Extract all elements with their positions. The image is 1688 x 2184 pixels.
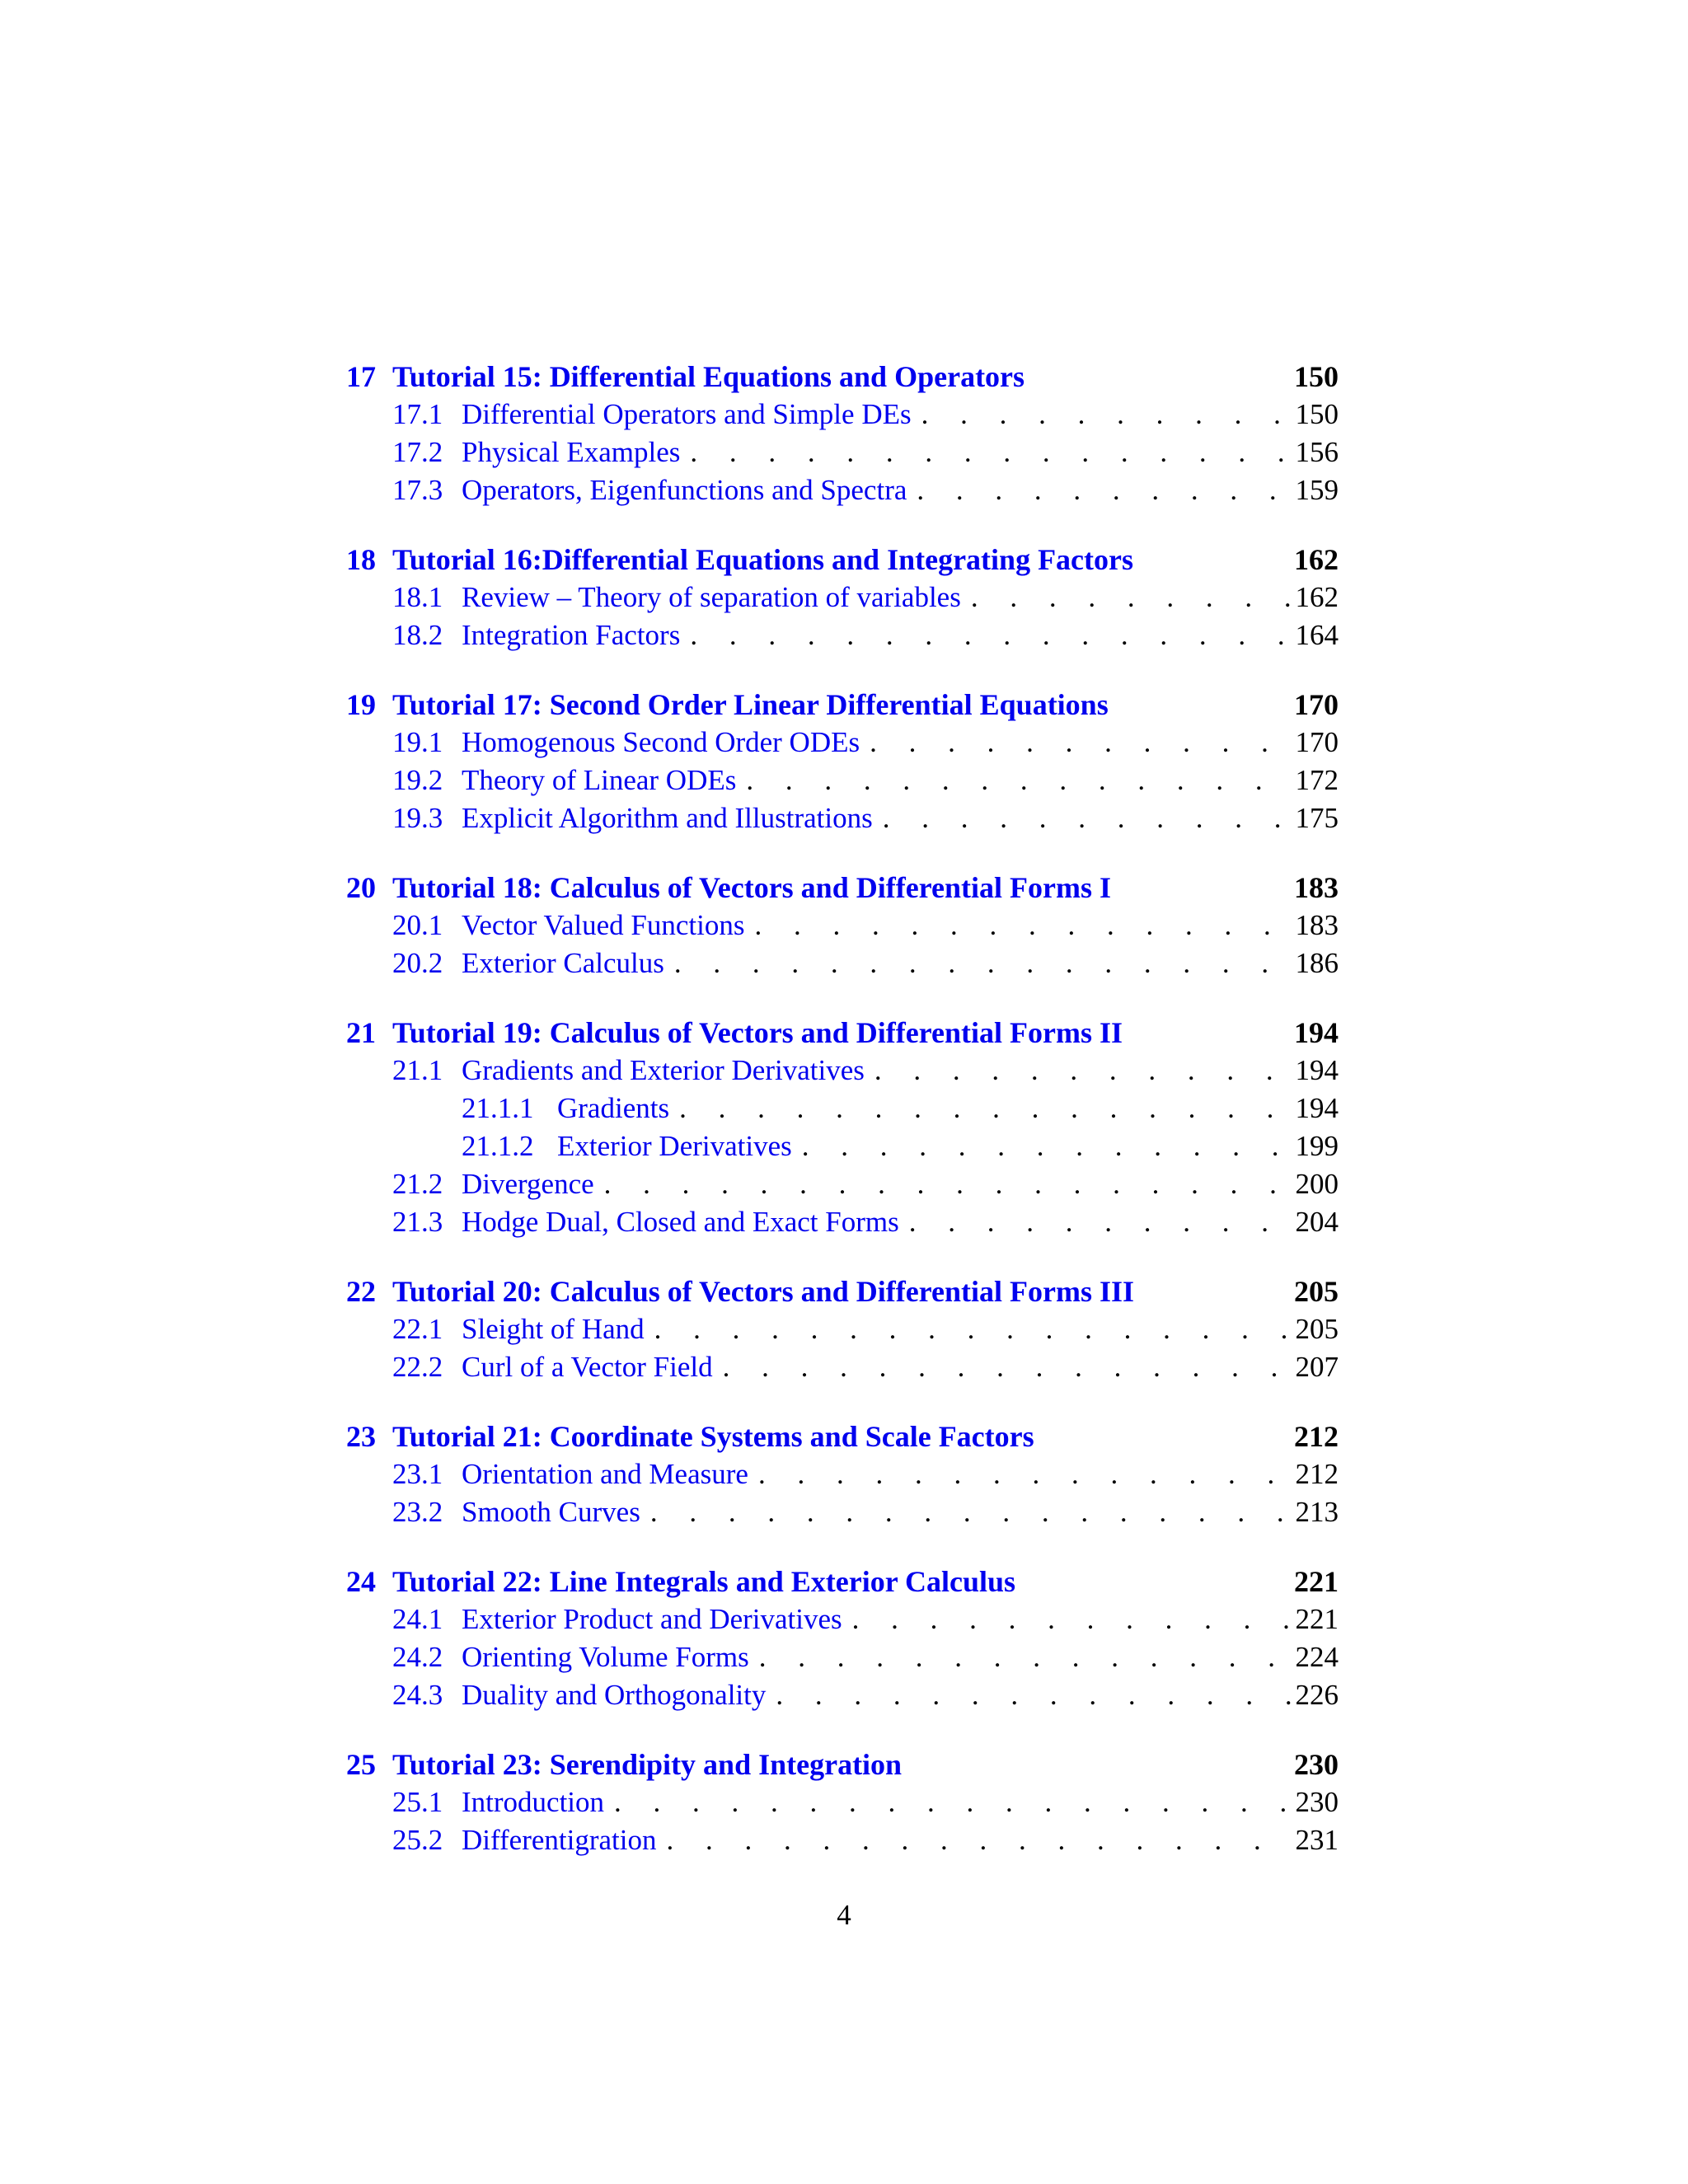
chapter-number[interactable]: 18 — [346, 543, 376, 576]
section-number[interactable]: 19.3 — [392, 802, 443, 834]
section-number[interactable]: 25.1 — [392, 1786, 443, 1818]
section-title-link[interactable]: Smooth Curves — [462, 1493, 650, 1531]
dot-leader — [690, 616, 1292, 654]
section-page-number: 224 — [1295, 1641, 1339, 1673]
dot-leader — [679, 1090, 1292, 1127]
section-entry[interactable] — [346, 1203, 1339, 1241]
section-page-number: 212 — [1295, 1458, 1339, 1490]
chapter-title-link[interactable]: Tutorial 19: Calculus of Vectors and Differential Forms II — [392, 1014, 1132, 1052]
dot-leader — [754, 907, 1292, 944]
chapter-entry[interactable] — [346, 1746, 1339, 1783]
section-page-number: 162 — [1295, 581, 1339, 613]
section-page-number: 205 — [1295, 1313, 1339, 1345]
section-page-number: 175 — [1295, 802, 1339, 834]
section-number[interactable]: 23.1 — [392, 1458, 443, 1490]
chapter-block — [346, 686, 1339, 837]
dot-leader — [917, 471, 1292, 509]
section-title-link[interactable]: Physical Examples — [462, 434, 690, 471]
chapter-page-number: 221 — [1294, 1565, 1339, 1598]
chapter-number[interactable]: 25 — [346, 1748, 376, 1781]
page-number: 4 — [837, 1899, 851, 1931]
chapter-block — [346, 869, 1339, 982]
section-entry[interactable] — [346, 616, 1339, 654]
dot-leader — [883, 799, 1292, 837]
section-title-link[interactable]: Homogenous Second Order ODEs — [462, 724, 870, 762]
section-entry[interactable] — [346, 1638, 1339, 1676]
section-number[interactable]: 17.1 — [392, 398, 443, 430]
chapter-title-link[interactable]: Tutorial 23: Serendipity and Integration — [392, 1746, 912, 1783]
chapter-number[interactable]: 17 — [346, 360, 376, 393]
section-number[interactable]: 21.1 — [392, 1054, 443, 1086]
subsection-entry[interactable] — [346, 1090, 1339, 1127]
section-page-number: 170 — [1295, 726, 1339, 758]
section-number[interactable]: 19.1 — [392, 726, 443, 758]
subsection-entry[interactable] — [346, 1127, 1339, 1165]
section-title-link[interactable]: Integration Factors — [462, 616, 690, 654]
chapter-block — [346, 1014, 1339, 1241]
section-number[interactable]: 21.3 — [392, 1206, 443, 1238]
section-entry[interactable] — [346, 1601, 1339, 1638]
section-page-number: 156 — [1295, 436, 1339, 468]
chapter-page-number: 170 — [1294, 688, 1339, 721]
section-entry[interactable] — [346, 434, 1339, 471]
chapter-page-number: 150 — [1294, 360, 1339, 393]
dot-leader — [746, 762, 1292, 799]
section-entry[interactable] — [346, 1821, 1339, 1859]
section-entry[interactable] — [346, 762, 1339, 799]
section-page-number: 194 — [1295, 1054, 1339, 1086]
section-title-link[interactable]: Hodge Dual, Closed and Exact Forms — [462, 1203, 909, 1241]
section-entry[interactable] — [346, 799, 1339, 837]
chapter-title-link[interactable]: Tutorial 16:Differential Equations and Integrating Factors — [392, 541, 1143, 579]
section-number[interactable]: 22.1 — [392, 1313, 443, 1345]
section-title-link[interactable]: Duality and Orthogonality — [462, 1676, 776, 1714]
section-entry[interactable] — [346, 1783, 1339, 1821]
chapter-block — [346, 1746, 1339, 1859]
section-number[interactable]: 19.2 — [392, 764, 443, 796]
section-page-number: 230 — [1295, 1786, 1339, 1818]
section-title-link[interactable]: Differentigration — [462, 1821, 667, 1859]
dot-leader — [852, 1601, 1292, 1638]
section-number[interactable]: 24.1 — [392, 1603, 443, 1635]
dot-leader — [909, 1203, 1292, 1241]
chapter-page-number: 205 — [1294, 1275, 1339, 1308]
section-entry[interactable] — [346, 1052, 1339, 1090]
section-title-link[interactable]: Operators, Eigenfunctions and Spectra — [462, 471, 917, 509]
section-entry[interactable] — [346, 579, 1339, 616]
chapter-block — [346, 1272, 1339, 1386]
chapter-entry[interactable] — [346, 358, 1339, 396]
section-title-link[interactable]: Divergence — [462, 1165, 604, 1203]
table-of-contents — [346, 358, 1339, 1891]
chapter-page-number: 212 — [1294, 1420, 1339, 1453]
chapter-number[interactable]: 23 — [346, 1420, 376, 1453]
chapter-number[interactable]: 22 — [346, 1275, 376, 1308]
subsection-page-number: 199 — [1295, 1130, 1339, 1162]
chapter-entry[interactable] — [346, 686, 1339, 724]
chapter-number[interactable]: 21 — [346, 1016, 376, 1049]
section-entry[interactable] — [346, 1493, 1339, 1531]
section-page-number: 200 — [1295, 1168, 1339, 1200]
subsection-page-number: 194 — [1295, 1092, 1339, 1124]
section-title-link[interactable]: Introduction — [462, 1783, 614, 1821]
dot-leader — [971, 579, 1292, 616]
chapter-page-number: 162 — [1294, 543, 1339, 576]
section-entry[interactable] — [346, 1348, 1339, 1386]
section-number[interactable]: 20.1 — [392, 909, 443, 941]
section-page-number: 164 — [1295, 619, 1339, 651]
chapter-page-number: 194 — [1294, 1016, 1339, 1049]
section-entry[interactable] — [346, 1676, 1339, 1714]
chapter-page-number: 230 — [1294, 1748, 1339, 1781]
chapter-entry[interactable] — [346, 541, 1339, 579]
section-page-number: 159 — [1295, 474, 1339, 506]
section-page-number: 183 — [1295, 909, 1339, 941]
section-page-number: 204 — [1295, 1206, 1339, 1238]
dot-leader — [654, 1310, 1292, 1348]
section-number[interactable]: 17.2 — [392, 436, 443, 468]
section-number[interactable]: 23.2 — [392, 1496, 443, 1528]
chapter-title-link[interactable]: Tutorial 20: Calculus of Vectors and Differential Forms III — [392, 1272, 1144, 1310]
section-entry[interactable] — [346, 907, 1339, 944]
chapter-title-link[interactable]: Tutorial 18: Calculus of Vectors and Differential Forms I — [392, 869, 1121, 907]
section-entry[interactable] — [346, 471, 1339, 509]
chapter-entry[interactable] — [346, 869, 1339, 907]
section-entry[interactable] — [346, 1455, 1339, 1493]
dot-leader — [758, 1455, 1292, 1493]
dot-leader — [604, 1165, 1292, 1203]
section-title-link[interactable]: Gradients and Exterior Derivatives — [462, 1052, 874, 1090]
chapter-block — [346, 1418, 1339, 1531]
section-page-number: 221 — [1295, 1603, 1339, 1635]
chapter-entry[interactable] — [346, 1272, 1339, 1310]
chapter-title-link[interactable]: Tutorial 17: Second Order Linear Differential Equations — [392, 686, 1118, 724]
section-number[interactable]: 18.1 — [392, 581, 443, 613]
dot-leader — [874, 1052, 1292, 1090]
section-page-number: 231 — [1295, 1824, 1339, 1856]
chapter-block — [346, 541, 1339, 654]
section-entry[interactable] — [346, 1165, 1339, 1203]
dot-leader — [667, 1821, 1293, 1859]
section-number[interactable]: 21.2 — [392, 1168, 443, 1200]
section-title-link[interactable]: Explicit Algorithm and Illustrations — [462, 799, 883, 837]
chapter-page-number: 183 — [1294, 871, 1339, 904]
dot-leader — [723, 1348, 1292, 1386]
section-number[interactable]: 18.2 — [392, 619, 443, 651]
chapter-number[interactable]: 24 — [346, 1565, 376, 1598]
section-title-link[interactable]: Sleight of Hand — [462, 1310, 654, 1348]
section-entry[interactable] — [346, 944, 1339, 982]
section-number[interactable]: 20.2 — [392, 947, 443, 979]
subsection-title-link[interactable]: Exterior Derivatives — [557, 1127, 802, 1165]
dot-leader — [614, 1783, 1292, 1821]
dot-leader — [870, 724, 1292, 762]
section-title-link[interactable]: Orienting Volume Forms — [462, 1638, 759, 1676]
chapter-title-link[interactable]: Tutorial 22: Line Integrals and Exterior Calculus — [392, 1563, 1025, 1601]
section-title-link[interactable]: Curl of a Vector Field — [462, 1348, 723, 1386]
section-entry[interactable] — [346, 724, 1339, 762]
chapter-entry[interactable] — [346, 1563, 1339, 1601]
section-title-link[interactable]: Exterior Calculus — [462, 944, 674, 982]
dot-leader — [674, 944, 1292, 982]
chapter-entry[interactable] — [346, 1418, 1339, 1455]
chapter-number[interactable]: 20 — [346, 871, 376, 904]
chapter-entry[interactable] — [346, 1014, 1339, 1052]
section-page-number: 172 — [1295, 764, 1339, 796]
section-number[interactable]: 25.2 — [392, 1824, 443, 1856]
section-title-link[interactable]: Theory of Linear ODEs — [462, 762, 746, 799]
subsection-number[interactable]: 21.1.1 — [462, 1092, 534, 1124]
dot-leader — [690, 434, 1292, 471]
section-title-link[interactable]: Orientation and Measure — [462, 1455, 758, 1493]
section-title-link[interactable]: Differential Operators and Simple DEs — [462, 396, 921, 434]
subsection-number[interactable]: 21.1.2 — [462, 1130, 534, 1162]
section-entry[interactable] — [346, 396, 1339, 434]
chapter-number[interactable]: 19 — [346, 688, 376, 721]
dot-leader — [802, 1127, 1292, 1165]
chapter-title-link[interactable]: Tutorial 21: Coordinate Systems and Scale Factors — [392, 1418, 1044, 1455]
chapter-block — [346, 358, 1339, 509]
subsection-title-link[interactable]: Gradients — [557, 1090, 679, 1127]
dot-leader — [776, 1676, 1292, 1714]
section-page-number: 150 — [1295, 398, 1339, 430]
section-page-number: 186 — [1295, 947, 1339, 979]
section-entry[interactable] — [346, 1310, 1339, 1348]
section-title-link[interactable]: Vector Valued Functions — [462, 907, 754, 944]
dot-leader — [650, 1493, 1292, 1531]
section-number[interactable]: 22.2 — [392, 1351, 443, 1383]
dot-leader — [759, 1638, 1292, 1676]
section-page-number: 207 — [1295, 1351, 1339, 1383]
section-title-link[interactable]: Exterior Product and Derivatives — [462, 1601, 852, 1638]
section-number[interactable]: 24.2 — [392, 1641, 443, 1673]
chapter-title-link[interactable]: Tutorial 15: Differential Equations and Operators — [392, 358, 1034, 396]
dot-leader — [921, 396, 1292, 434]
section-number[interactable]: 24.3 — [392, 1679, 443, 1711]
chapter-block — [346, 1563, 1339, 1714]
section-page-number: 213 — [1295, 1496, 1339, 1528]
section-title-link[interactable]: Review – Theory of separation of variables — [462, 579, 971, 616]
section-page-number: 226 — [1295, 1679, 1339, 1711]
section-number[interactable]: 17.3 — [392, 474, 443, 506]
